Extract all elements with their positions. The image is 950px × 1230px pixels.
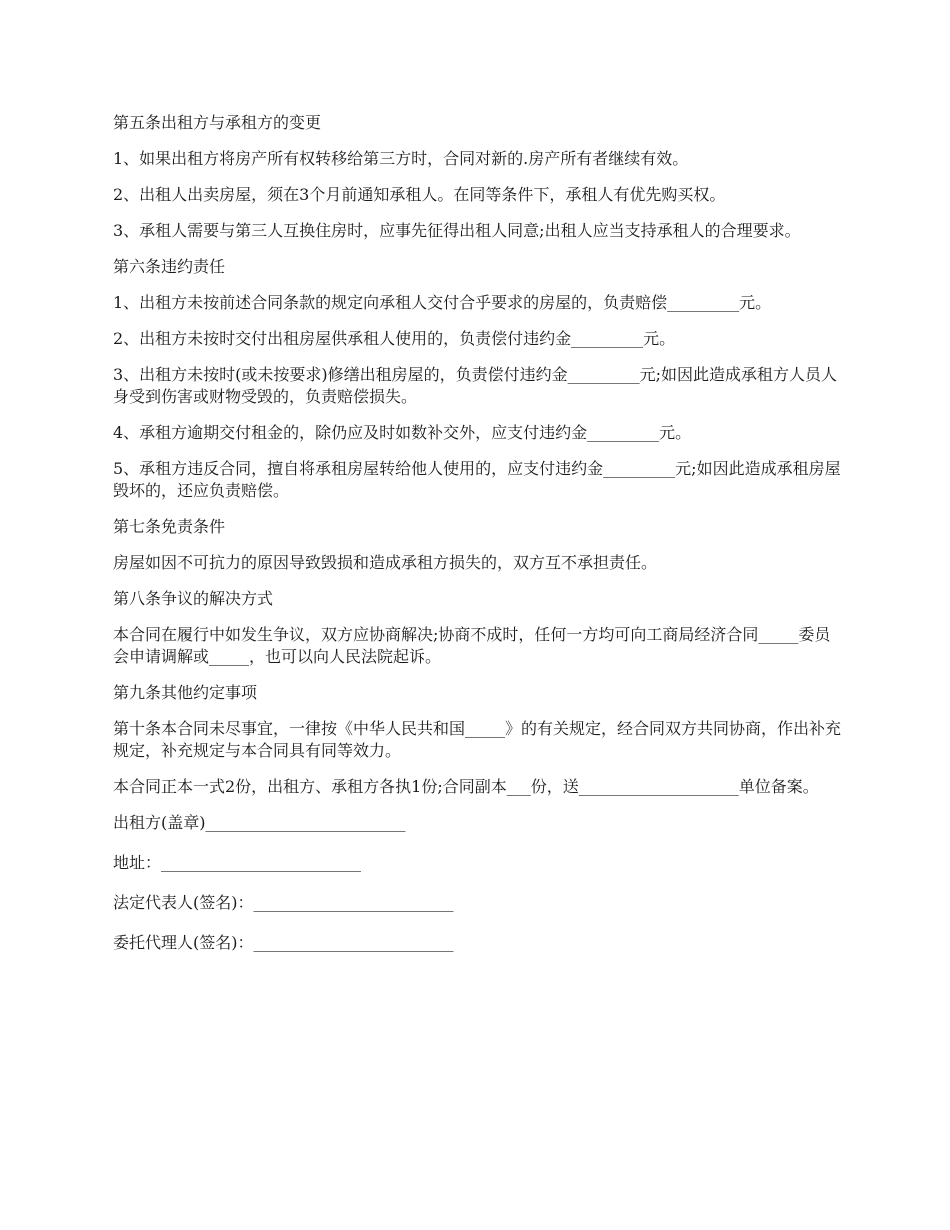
clause-5-2: 2、出租人出卖房屋，须在3个月前通知承租人。在同等条件下，承租人有优先购买权。 (113, 185, 726, 204)
section-heading-7: 第七条免责条件 (113, 517, 226, 536)
clause-6-5: 5、承租方违反合同，擅自将承租房屋转给他人使用的，应支付违约金_________元;如因此造成承租房屋毁坏的，还应负责赔偿。 (113, 459, 841, 500)
clause-5-3: 3、承租人需要与第三人互换住房时，应事先征得出租人同意;出租人应当支持承租人的合理要求。 (113, 221, 801, 240)
signature-address: 地址：_________________________ (113, 853, 362, 872)
section-heading-5: 第五条出租方与承租方的变更 (113, 113, 322, 132)
clause-6-2: 2、出租方未按时交付出租房屋供承租人使用的，负责偿付违约金_________元。 (113, 329, 676, 348)
copies-clause: 本合同正本一式2份，出租方、承租方各执1份;合同副本___份，送____________________单位备案。 (113, 777, 819, 796)
section-heading-6: 第六条违约责任 (113, 257, 226, 276)
clause-6-1: 1、出租方未按前述合同条款的规定向承租人交付合乎要求的房屋的，负责赔偿_________元。 (113, 293, 772, 312)
signature-agent: 委托代理人(签名)：_________________________ (113, 933, 454, 952)
clause-6-3: 3、出租方未按时(或未按要求)修缮出租房屋的，负责偿付违约金_________元;如因此造成承租方人员人身受到伤害或财物受毁的，负责赔偿损失。 (113, 365, 838, 406)
clause-7-body: 房屋如因不可抗力的原因导致毁损和造成承租方损失的，双方互不承担责任。 (113, 553, 658, 572)
section-heading-8: 第八条争议的解决方式 (113, 589, 274, 608)
clause-6-4: 4、承租方逾期交付租金的，除仍应及时如数补交外，应支付违约金_________元。 (113, 423, 692, 442)
clause-10-body: 第十条本合同未尽事宜，一律按《中华人民共和国_____》的有关规定，经合同双方共同协商，作出补充规定，补充规定与本合同具有同等效力。 (113, 719, 842, 760)
document-page (113, 112, 843, 972)
signature-legal-rep: 法定代表人(签名)：_________________________ (113, 893, 454, 912)
signature-lessor: 出租方(盖章)_________________________ (113, 813, 406, 832)
clause-5-1: 1、如果出租方将房产所有权转移给第三方时，合同对新的.房产所有者继续有效。 (113, 149, 689, 168)
clause-8-body: 本合同在履行中如发生争议，双方应协商解决;协商不成时，任何一方均可向工商局经济合同_____委员会申请调解或_____，也可以向人民法院起诉。 (113, 625, 831, 666)
section-heading-9: 第九条其他约定事项 (113, 683, 258, 702)
